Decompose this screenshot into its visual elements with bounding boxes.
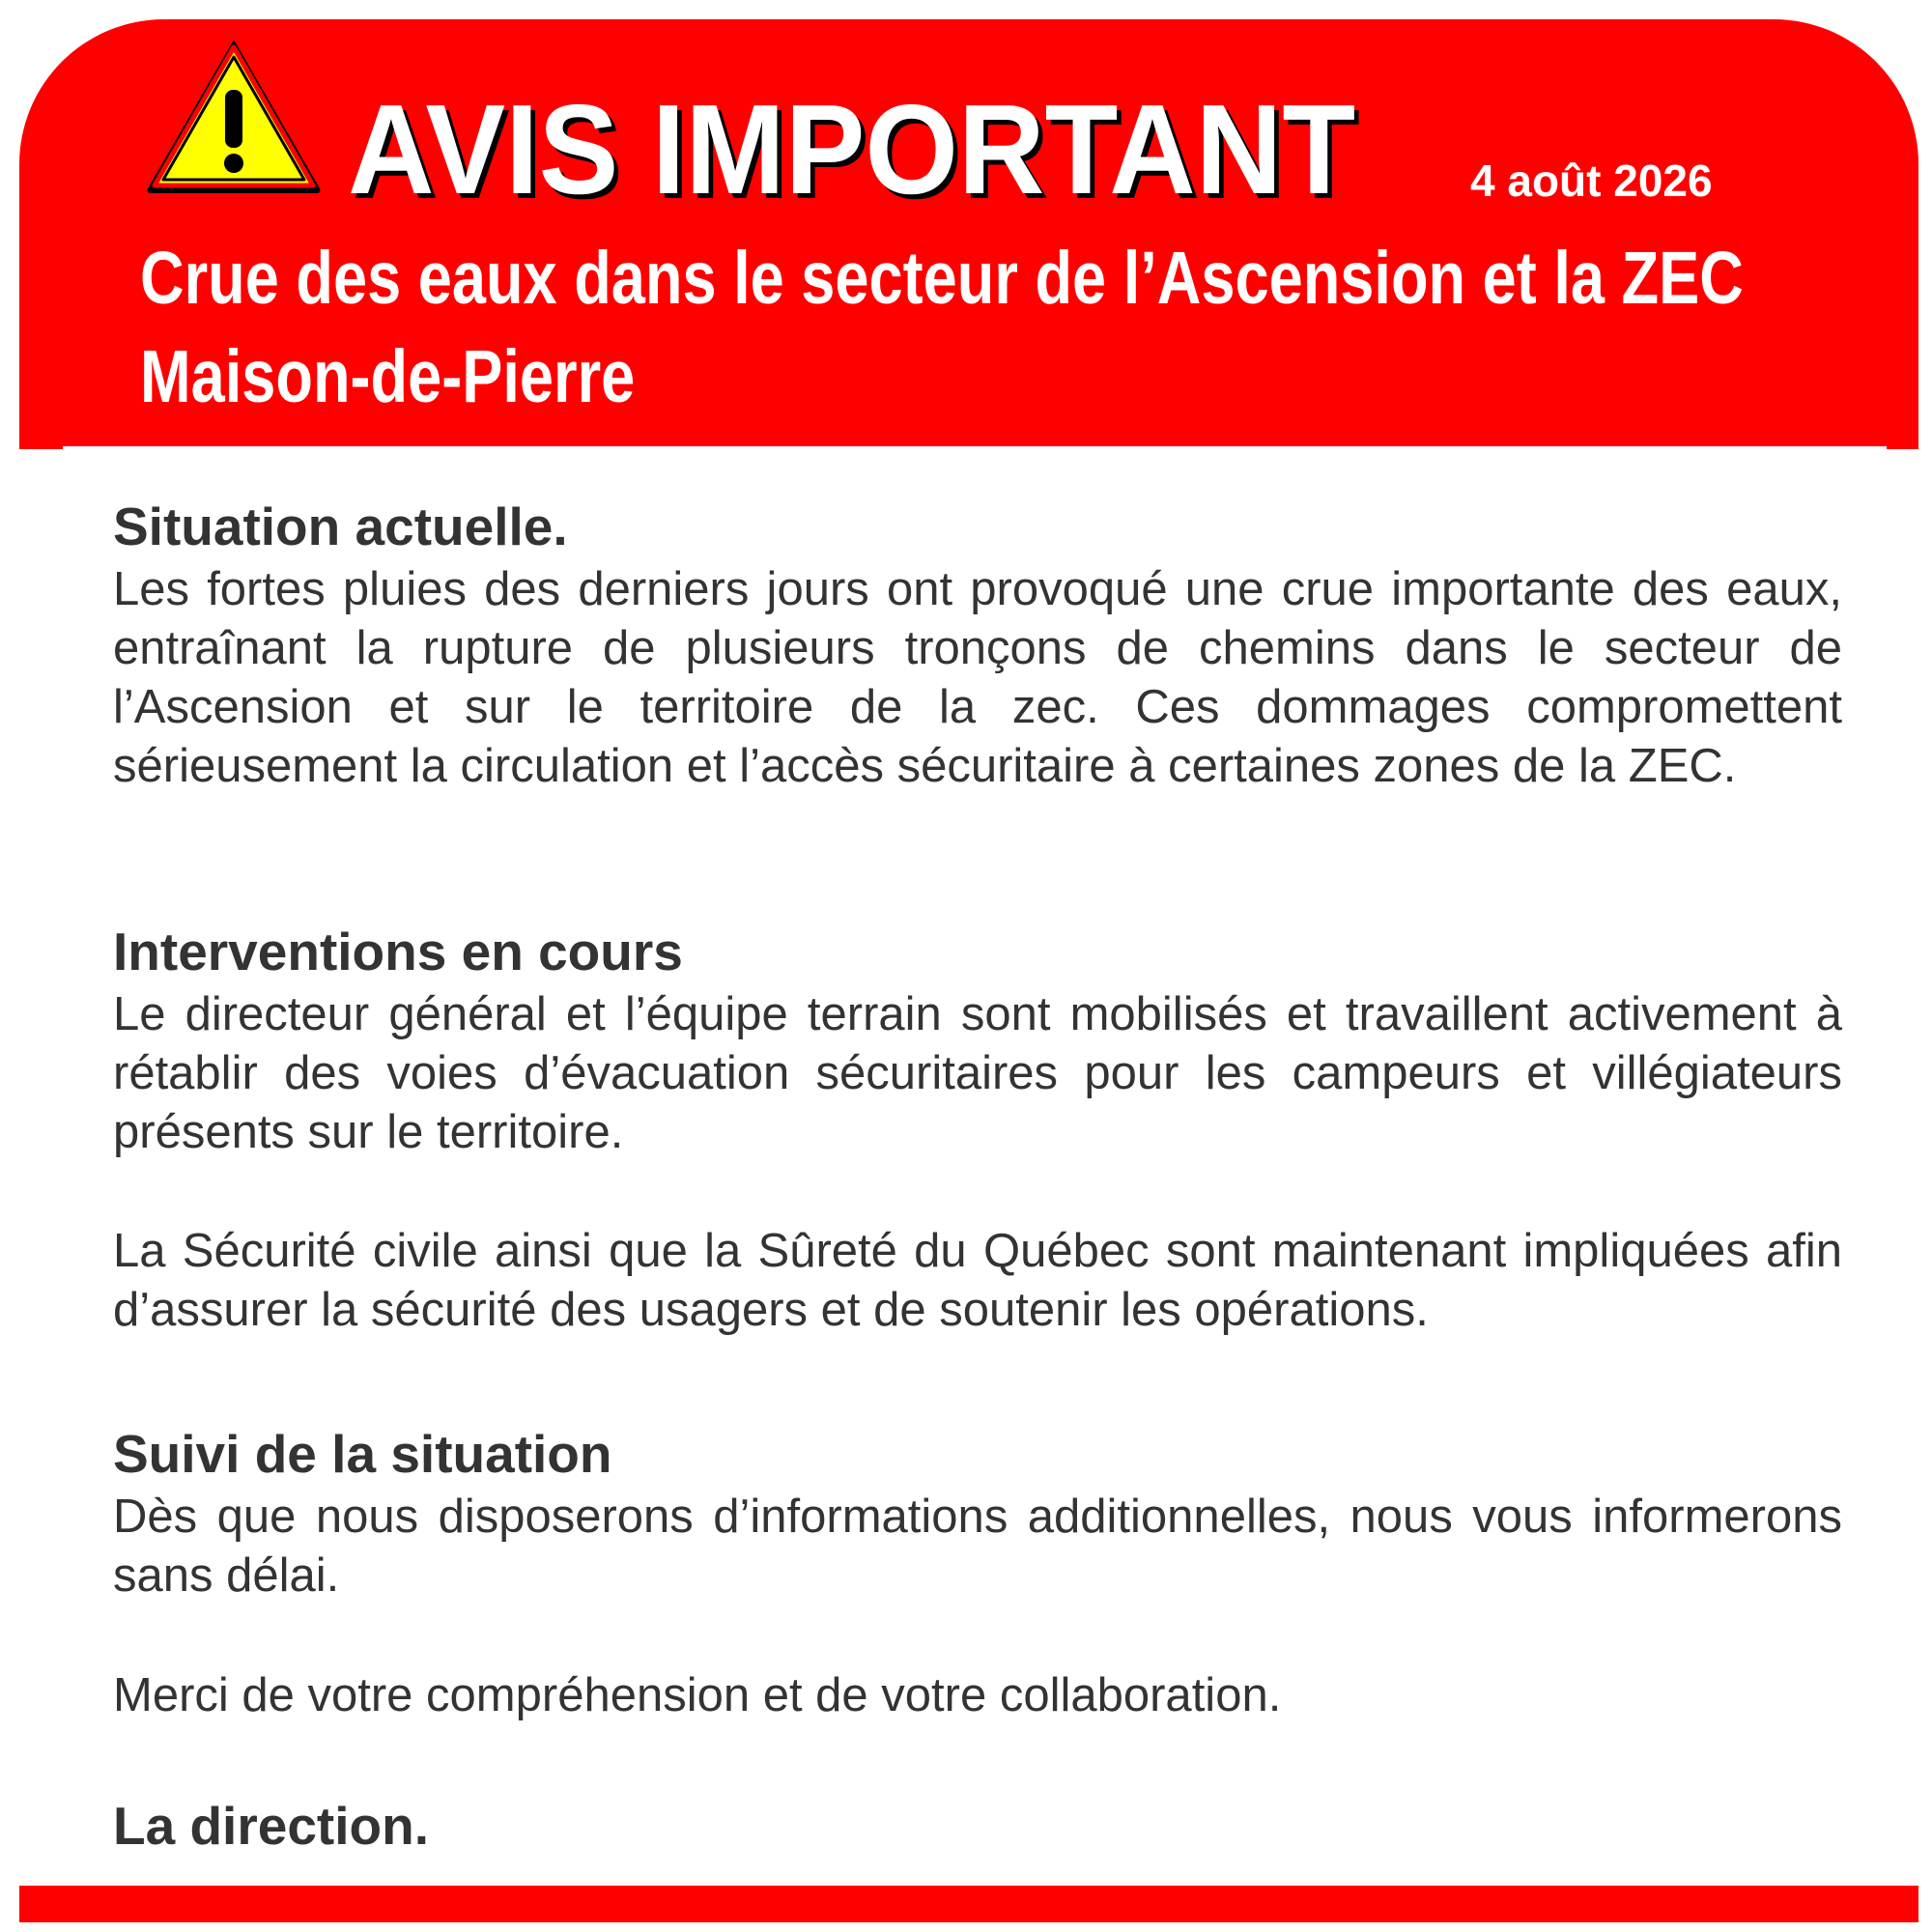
notice-date: 4 août 2026 — [1470, 156, 1713, 206]
section-heading: Interventions en cours — [113, 922, 683, 981]
section-interventions — [113, 918, 1842, 1162]
header-divider — [63, 446, 1887, 450]
warning-icon — [142, 34, 326, 198]
section-paragraph: La Sécurité civile ainsi que la Sûreté du Québec sont maintenant impliquées afin d’assurer la sécurité des usagers et de soutenir les opérations. — [113, 1225, 1842, 1336]
notice-subtitle: Crue des eaux dans le secteur de l’Ascension et la ZEC Maison-de-Pierre — [140, 237, 1744, 418]
footer-bar — [19, 1886, 1918, 1922]
section-heading: Situation actuelle. — [113, 497, 568, 556]
page-title: AVIS IMPORTANT — [348, 78, 1356, 220]
section-paragraph: Dès que nous disposerons d’informations additionnelles, nous vous informerons sans délai. — [113, 1491, 1842, 1602]
thanks-paragraph: Merci de votre compréhension et de votre collaboration. — [113, 1669, 1282, 1721]
section-paragraph: Les fortes pluies des derniers jours ont provoqué une crue importante des eaux, entraînant la rupture de plusieurs tronçons de chemins dans le secteur de l’Ascension et sur le territoire de la zec. Ces dommages compromettent sérieusement la circulation et l’accès sécuritaire à certaines zones de la ZEC. — [113, 563, 1842, 792]
section-suivi — [113, 1420, 1842, 1605]
section-paragraph: Le directeur général et l’équipe terrain sont mobilisés et travaillent activement à rétablir des voies d’évacuation sécuritaires pour les campeurs et villégiateurs présents sur le territoire. — [113, 988, 1842, 1158]
signature: La direction. — [113, 1796, 429, 1856]
section-situation — [113, 493, 1842, 796]
section-heading: Suivi de la situation — [113, 1424, 612, 1484]
